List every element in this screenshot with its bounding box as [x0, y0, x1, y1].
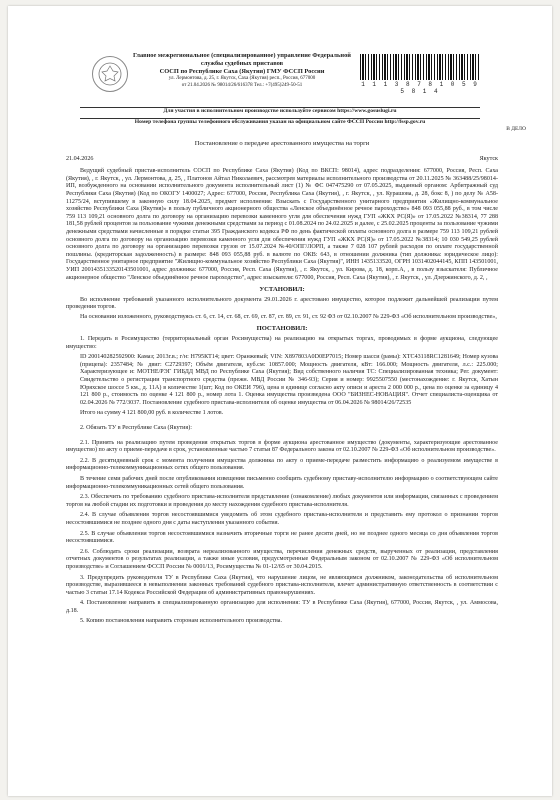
intro-paragraph: Ведущий судебный пристав-исполнитель СОСП по Республике Саха (Якутия) (Код по ВКСП: 98014), адрес подразделения: 677000, Россия, Респ. Саха (Якутия), , г. Якутск, , ул. Лермонтова, д. 25, , Платонов Айтал Николаевич, рассмотрев материалы исполнительного производства от 20.11.2025 № 363488/25/98014-ИП, возбужденного на основании исполнительного документа исполнительный лист (1) № ФС 047475290 от 07.05.2025, выданный органом: Арбитражный суд Республики Саха (Якутия) (Код по ОКОГУ 1400027; Адрес: 677000, Россия, Республика Саха (Якутия), , г. Якутск, , ул. Курашова, д. 28, бокс 8, ) по делу № А58-11275/24, вступившему в законную силу 18.04.2025, предмет исполнения: Взыскать с Государственного унитарного предприятия «Жилищно-коммунальное хозяйство Республики Саха (Якутия)» в пользу публичного акционерного общества «Ленское объединённое речное пароходство» 848 093 055,88 руб., в том числе 759 113 109,21 основного долга по договору на организацию перевозки каменного угля для обеспечения нужд ГУП «ЖКХ РС(Я)» от 17.05.2022 №38314, 77 288 181,58 рублей процентов за пользование чужими денежными средствами за период с 01.08.2024 по 24.02.2025 и далее, с 25.02.2025 проценты за пользование чужими денежными средствами начисленные в порядке статьи 395 Гражданского кодекса РФ по день фактической оплаты основного долга в размере 759 113 109,21 рублей основного долга по договору на организацию перевозки каменного угля для обеспечения нужд ГУП «ЖКХ РС(Я)» от 17.05.2022 №38314; 10 030 549,25 рублей основного долга по договору на организацию перевозки грузов от 15.07.2024 №40/ОПГ/ЛОРП, а также 7 028 107 рублей расходов по оплате государственной пошлины. (кредиторская задолженность) в размере: 848 093 055,88 руб. в валюте по ОКВ: 643, в отношении должника (тип должника: юридическое лицо): Государственное унитарное предприятие "Жилищно-коммунальное хозяйство Республики Саха (Якутия)", ИНН 1435133520, ОГРН 1031402044145, КПП 143501001, УИП 2001435133520143501001, адрес должника: 677000, Россия, Респ. Саха (Якутия), , г. Якутск, , ул. Кирова, д. 18, корп.А, , в пользу взыскателя: Публичное акционерное общество "Ленское объединённое речное пароходство", адрес взыскателя: 677000, Россия, Респ. Саха (Якутия), , г. Якутск, , ул. Дзержинского, д. 2, , [66, 168, 498, 281]
org-line-2: службы судебных приставов [200, 60, 284, 67]
document-body [66, 140, 498, 629]
gosuslugi-notice: Для участия в исполнительном производстве используйте сервисом https://www.gosuslugi.ru [80, 107, 480, 114]
clause-2-5: 2.5. В случае объявления торгов несостоявшимися назначить вторичные торги не ранее десяти дней, но не позднее одного месяца со дня объявления торгов несостоявшимися. [66, 530, 498, 545]
org-line-1: Главное межрегиональное (специализированное) управление Федеральной [133, 52, 351, 59]
total-line: Итого на сумму 4 121 800,00 руб. в количестве 1 лотов. [80, 410, 224, 417]
clause-2-2: 2.2. В десятидневный срок с момента получения имущества должника по акту о приеме-передаче разместить информацию о реализуемом имуществе в информационно-телекоммуникационных сетях общего пользования. [66, 457, 498, 472]
clause-2: 2. Обязать ТУ в Республике Саха (Якутия): [80, 425, 192, 431]
clause-2-6: 2.6. Соблюдать сроки реализации, возврата нереализованного имущества, перечисления денежных средств, вырученных от реализации, представления отчетных документов о результатах реализации, а также иные условия, предусмотренные Федеральным законом от 02.10.2007 № 229-ФЗ «Об исполнительном производстве» и Соглашением ФССП России № 0001/13, Росимущества № 01-12/65 от 30.04.2015. [66, 548, 498, 570]
org-line-3: СОСП по Республике Саха (Якутия) ГМУ ФССП России [159, 68, 325, 75]
barcode-bars [360, 54, 480, 80]
clause-2-2-notice: В течение семи рабочих дней после опубликования извещения письменно сообщить судебному приставу-исполнителю информацию о соответствующем сайте информационно-телекоммуникационных сетей общего пользования. [66, 475, 498, 490]
v-delo-mark: В ДЕЛО [506, 126, 526, 132]
established-heading: УСТАНОВИЛ: [259, 286, 305, 294]
document-city: Якутск [479, 155, 498, 162]
document-date: 21.04.2026 [66, 155, 94, 162]
date-city-line [66, 156, 498, 164]
barcode-number: 1 1 1 3 8 7 8 1 0 5 9 5 8 1 4 [361, 81, 479, 95]
clause-2-3: 2.3. Обеспечить по требованию судебного пристава-исполнителя представление (ознакомление) любых документов или информации, связанных с проведением торгов на любой стадии их подготовки и проведения до месту нахождения судебного пристава-исполнителя. [66, 494, 498, 508]
established-paragraph: Во исполнение требований указанного исполнительного документа 29.01.2026 г. арестовано имущество, которое подлежит дальнейшей реализации путем проведения торгов. [66, 296, 498, 311]
emblem-icon [92, 56, 128, 92]
phone-notice: Номер телефона группы телефонного обслуживания указан на официальном сайте ФССП России http://fssp.gov.ru [80, 118, 480, 125]
clause-4: 4. Постановление направить в специализированную организацию для исполнения: ТУ в Республике Саха (Якутия), 677000, Россия, Якутск, , ул. Аммосова, д.18. [66, 600, 498, 614]
legal-basis-paragraph: На основании изложенного, руководствуясь ст. 6, ст. 14, ст. 68, ст. 69, ст. 87, ст. 89, ст. 91, ст. 92 ФЗ от 02.10.2007 № 229-ФЗ «Об исполнительном производстве», [80, 313, 497, 320]
property-description: ID 200140282592900: Камаз; 2013г.в.; г/н: Н795КТ14; цвет: Оранжевый; VIN: Х897803А0D0EP7015; Номер шасси (рамы): ХТС43118RC1281649; Номер кузова (прицепа): 2357484; № двиг: С2729397; Объём двигателя, куб.см: 10857.000; Мощность двигателя, кВт: 166.000; Мощность двигателя, л.с.: 225.000; Характеризующее и: МОТНЕ/РЭГ ГИБДД МВД по Республике Саха (Якутия); Вид собственного наличия ТС: Специализированная техника; Рег. документ: Свидетельство о регистрации транспортного средства (прежн. МВД России № 346-93); Серия и номер: 9925507550 (местонахождение: г. Якутск, Хатын Юряхское шоссе 5 км., д. 11А) в количестве 1(шт; Код по ОКЕИ 796), цена в единице согласно акту описи и ареста 2 000 000 р., цена по оценке за единицу 4 121 800 р., стоимость по оценке 4 121 800 р., номер лота 1. Оценка имущества произведена ООО "БИЗНЕС-НОВАЦИЯ". Отчет специалиста-оценщика от 02.04.2026 № 772/3037. Постановление судебного пристава-исполнителя об оценке имущества от 06.04.2026 № 98014/26/72535 [80, 354, 498, 406]
org-address: ул. Лермонтова, д. 25, г. Якутск, Саха (Якутия) респ., Россия, 677000 [168, 76, 316, 81]
clause-1: 1. Передать в Росимущество (территориальный орган Росимущества) на реализацию на открытых торгах, проводимых в форме аукциона, следующее имущество: [66, 336, 498, 350]
document-title: Постановление о передаче арестованного имущества на торги [194, 140, 370, 147]
resolved-heading: ПОСТАНОВИЛ: [256, 325, 308, 333]
issuing-authority [132, 52, 352, 89]
clause-3: 3. Предупредить руководителя ТУ в Республике Саха (Якутия), что нарушение лицом, не являющимся должником, законодательства об исполнительном производстве, выразившееся в невыполнении законных требований судебного пристава-исполнителя, влечет административную ответственность в соответствии с частью 3 статьи 17.14 Кодекса Российской Федерации об административных правонарушениях. [66, 574, 498, 596]
barcode [360, 54, 480, 94]
clause-2-4: 2.4. В случае объявления торгов несостоявшимися уведомить об этом судебного пристава-исполнителя и представить ему протокол о признании торгов несостоявшимися не позднее одного дня с даты наступления указанного события. [66, 512, 498, 526]
clause-2-1: 2.1. Принять на реализацию путем проведения открытых торгов в форме аукциона арестованное имущество (документы, характеризующие арестованное имущество) по акту о приеме-передаче в срок, установленные частью 7 статьи 87 Федерального закона от 02.10.2007 № 229-ФЗ «Об исполнительном производстве». [66, 439, 498, 454]
document-page [8, 6, 552, 796]
document-header [20, 46, 540, 106]
clause-5: 5. Копию постановления направить сторонам исполнительного производства. [80, 618, 282, 625]
org-contacts: от 21.04.2026 № 98014/26/616378 Тел.: +7(495)249-50-51 [181, 82, 303, 88]
